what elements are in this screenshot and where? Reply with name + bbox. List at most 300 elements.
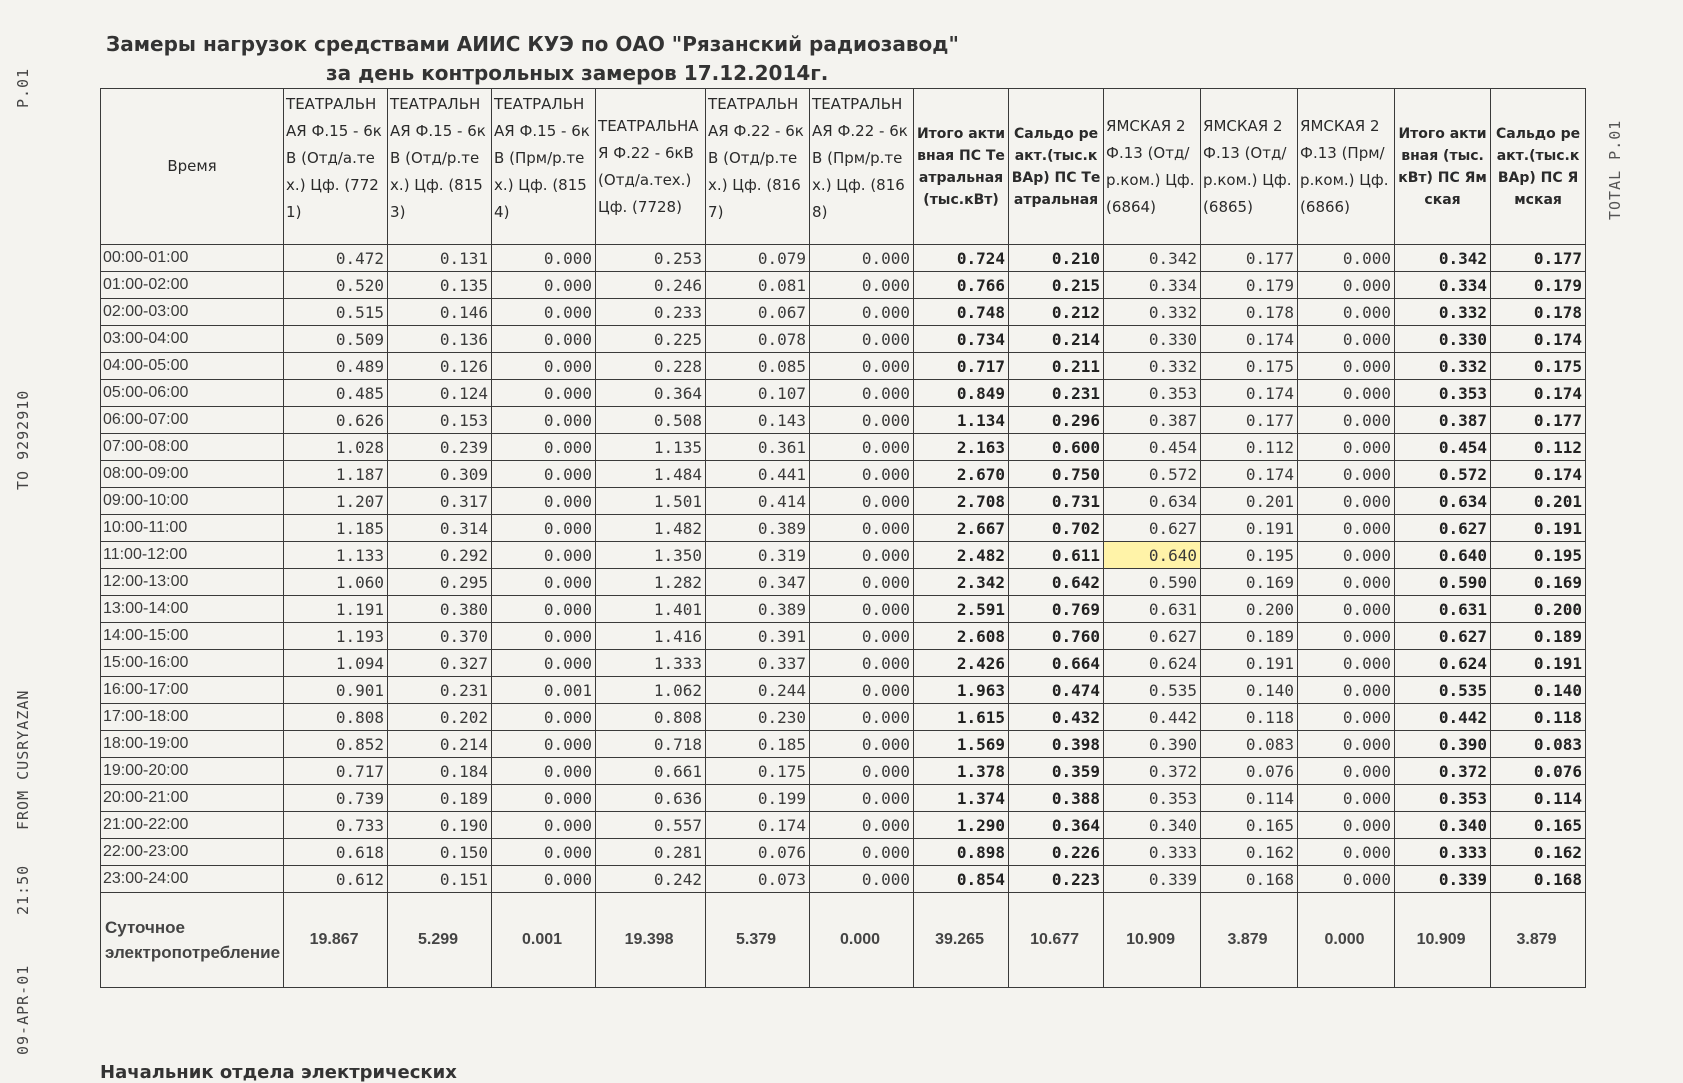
value-cell: 0.131 bbox=[388, 245, 492, 272]
value-cell: 0.000 bbox=[1298, 731, 1395, 758]
value-cell: 0.898 bbox=[914, 839, 1009, 866]
value-cell: 1.133 bbox=[284, 542, 388, 569]
time-interval-cell: 12:00-13:00 bbox=[101, 569, 284, 596]
value-cell: 0.175 bbox=[706, 758, 810, 785]
value-cell: 0.191 bbox=[1491, 515, 1586, 542]
fax-from-label: FROM CUSRYAZAN bbox=[14, 689, 32, 830]
value-cell: 0.191 bbox=[1201, 650, 1298, 677]
header-cell: Итого активная (тыс.кВт) ПС Ямская bbox=[1395, 89, 1491, 245]
value-cell: 0.000 bbox=[492, 461, 596, 488]
value-cell: 1.282 bbox=[596, 569, 706, 596]
value-cell: 0.136 bbox=[388, 326, 492, 353]
value-cell: 0.076 bbox=[1491, 758, 1586, 785]
value-cell: 0.640 bbox=[1104, 542, 1201, 569]
table-row bbox=[101, 245, 1586, 272]
value-cell: 1.185 bbox=[284, 515, 388, 542]
time-interval-cell: 19:00-20:00 bbox=[101, 758, 284, 785]
value-cell: 0.347 bbox=[706, 569, 810, 596]
value-cell: 0.000 bbox=[1298, 596, 1395, 623]
value-cell: 0.000 bbox=[492, 326, 596, 353]
time-interval-cell: 18:00-19:00 bbox=[101, 731, 284, 758]
value-cell: 0.572 bbox=[1395, 461, 1491, 488]
value-cell: 0.389 bbox=[706, 515, 810, 542]
value-cell: 0.107 bbox=[706, 380, 810, 407]
value-cell: 0.246 bbox=[596, 272, 706, 299]
value-cell: 0.627 bbox=[1104, 515, 1201, 542]
table-row bbox=[101, 299, 1586, 326]
value-cell: 1.028 bbox=[284, 434, 388, 461]
value-cell: 0.000 bbox=[492, 272, 596, 299]
fax-time: 21:50 bbox=[14, 864, 32, 915]
value-cell: 0.000 bbox=[1298, 785, 1395, 812]
value-cell: 0.228 bbox=[596, 353, 706, 380]
value-cell: 1.290 bbox=[914, 812, 1009, 839]
value-cell: 0.231 bbox=[388, 677, 492, 704]
value-cell: 1.134 bbox=[914, 407, 1009, 434]
header-cell: ТЕАТРАЛЬНАЯ Ф.15 - 6кВ (Отд/а.тех.) Цф. (7721) bbox=[284, 89, 388, 245]
value-cell: 0.339 bbox=[1395, 866, 1491, 893]
value-cell: 0.808 bbox=[284, 704, 388, 731]
value-cell: 0.200 bbox=[1491, 596, 1586, 623]
fax-to-number: TO 9292910 bbox=[14, 389, 32, 490]
value-cell: 0.631 bbox=[1104, 596, 1201, 623]
total-value-cell: 0.000 bbox=[810, 893, 914, 988]
table-row bbox=[101, 785, 1586, 812]
value-cell: 0.000 bbox=[1298, 461, 1395, 488]
value-cell: 0.179 bbox=[1491, 272, 1586, 299]
value-cell: 0.179 bbox=[1201, 272, 1298, 299]
value-cell: 0.000 bbox=[810, 542, 914, 569]
value-cell: 0.000 bbox=[1298, 515, 1395, 542]
value-cell: 0.162 bbox=[1201, 839, 1298, 866]
value-cell: 0.295 bbox=[388, 569, 492, 596]
value-cell: 0.509 bbox=[284, 326, 388, 353]
fax-page-number: P.01 bbox=[14, 67, 32, 108]
value-cell: 0.169 bbox=[1201, 569, 1298, 596]
value-cell: 0.000 bbox=[810, 704, 914, 731]
value-cell: 0.199 bbox=[706, 785, 810, 812]
value-cell: 0.750 bbox=[1009, 461, 1104, 488]
value-cell: 0.000 bbox=[1298, 299, 1395, 326]
value-cell: 0.212 bbox=[1009, 299, 1104, 326]
total-value-cell: 39.265 bbox=[914, 893, 1009, 988]
header-cell: ТЕАТРАЛЬНАЯ Ф.15 - 6кВ (Отд/р.тех.) Цф. (8153) bbox=[388, 89, 492, 245]
value-cell: 0.174 bbox=[706, 812, 810, 839]
value-cell: 1.135 bbox=[596, 434, 706, 461]
value-cell: 2.342 bbox=[914, 569, 1009, 596]
value-cell: 0.000 bbox=[492, 704, 596, 731]
value-cell: 0.190 bbox=[388, 812, 492, 839]
table-body bbox=[101, 245, 1586, 988]
value-cell: 0.640 bbox=[1395, 542, 1491, 569]
value-cell: 0.174 bbox=[1201, 326, 1298, 353]
value-cell: 0.140 bbox=[1491, 677, 1586, 704]
value-cell: 0.000 bbox=[492, 785, 596, 812]
time-interval-cell: 13:00-14:00 bbox=[101, 596, 284, 623]
value-cell: 0.330 bbox=[1395, 326, 1491, 353]
value-cell: 0.000 bbox=[492, 353, 596, 380]
value-cell: 0.342 bbox=[1104, 245, 1201, 272]
value-cell: 1.187 bbox=[284, 461, 388, 488]
table-row bbox=[101, 542, 1586, 569]
value-cell: 0.390 bbox=[1395, 731, 1491, 758]
value-cell: 0.388 bbox=[1009, 785, 1104, 812]
table-row bbox=[101, 758, 1586, 785]
value-cell: 0.337 bbox=[706, 650, 810, 677]
value-cell: 0.000 bbox=[1298, 245, 1395, 272]
value-cell: 0.332 bbox=[1395, 299, 1491, 326]
header-cell: ТЕАТРАЛЬНАЯ Ф.22 - 6кВ (Отд/р.тех.) Цф. (8167) bbox=[706, 89, 810, 245]
value-cell: 0.073 bbox=[706, 866, 810, 893]
fax-header-strip bbox=[10, 0, 50, 1080]
value-cell: 0.165 bbox=[1201, 812, 1298, 839]
value-cell: 0.631 bbox=[1395, 596, 1491, 623]
value-cell: 0.296 bbox=[1009, 407, 1104, 434]
value-cell: 0.146 bbox=[388, 299, 492, 326]
value-cell: 0.000 bbox=[810, 650, 914, 677]
table-header-row bbox=[101, 89, 1586, 245]
total-value-cell: 10.909 bbox=[1395, 893, 1491, 988]
value-cell: 1.416 bbox=[596, 623, 706, 650]
value-cell: 0.000 bbox=[492, 650, 596, 677]
value-cell: 0.000 bbox=[492, 731, 596, 758]
value-cell: 0.191 bbox=[1201, 515, 1298, 542]
total-value-cell: 0.000 bbox=[1298, 893, 1395, 988]
value-cell: 0.442 bbox=[1395, 704, 1491, 731]
table-row bbox=[101, 515, 1586, 542]
time-interval-cell: 17:00-18:00 bbox=[101, 704, 284, 731]
value-cell: 0.165 bbox=[1491, 812, 1586, 839]
value-cell: 1.333 bbox=[596, 650, 706, 677]
total-value-cell: 3.879 bbox=[1491, 893, 1586, 988]
value-cell: 0.000 bbox=[1298, 650, 1395, 677]
value-cell: 0.332 bbox=[1104, 299, 1201, 326]
table-row bbox=[101, 839, 1586, 866]
value-cell: 1.094 bbox=[284, 650, 388, 677]
value-cell: 0.000 bbox=[492, 623, 596, 650]
value-cell: 0.661 bbox=[596, 758, 706, 785]
value-cell: 0.281 bbox=[596, 839, 706, 866]
value-cell: 0.202 bbox=[388, 704, 492, 731]
value-cell: 1.401 bbox=[596, 596, 706, 623]
value-cell: 0.535 bbox=[1395, 677, 1491, 704]
table-row bbox=[101, 866, 1586, 893]
time-interval-cell: 02:00-03:00 bbox=[101, 299, 284, 326]
value-cell: 1.484 bbox=[596, 461, 706, 488]
value-cell: 0.150 bbox=[388, 839, 492, 866]
table-row bbox=[101, 434, 1586, 461]
value-cell: 0.223 bbox=[1009, 866, 1104, 893]
table-row bbox=[101, 326, 1586, 353]
value-cell: 0.387 bbox=[1395, 407, 1491, 434]
value-cell: 0.233 bbox=[596, 299, 706, 326]
value-cell: 0.432 bbox=[1009, 704, 1104, 731]
table-row bbox=[101, 461, 1586, 488]
value-cell: 0.000 bbox=[810, 839, 914, 866]
value-cell: 0.000 bbox=[1298, 623, 1395, 650]
table-row bbox=[101, 407, 1586, 434]
header-cell: ЯМСКАЯ 2 Ф.13 (Прм/р.ком.) Цф. (6866) bbox=[1298, 89, 1395, 245]
value-cell: 0.000 bbox=[810, 569, 914, 596]
table-row bbox=[101, 677, 1586, 704]
header-cell: ТЕАТРАЛЬНАЯ Ф.22 - 6кВ (Прм/р.тех.) Цф. (8168) bbox=[810, 89, 914, 245]
value-cell: 0.168 bbox=[1201, 866, 1298, 893]
value-cell: 0.200 bbox=[1201, 596, 1298, 623]
value-cell: 0.231 bbox=[1009, 380, 1104, 407]
value-cell: 0.210 bbox=[1009, 245, 1104, 272]
value-cell: 0.244 bbox=[706, 677, 810, 704]
total-value-cell: 19.398 bbox=[596, 893, 706, 988]
value-cell: 0.177 bbox=[1201, 407, 1298, 434]
table-row bbox=[101, 704, 1586, 731]
value-cell: 0.340 bbox=[1395, 812, 1491, 839]
value-cell: 0.000 bbox=[1298, 758, 1395, 785]
value-cell: 0.189 bbox=[388, 785, 492, 812]
value-cell: 0.717 bbox=[284, 758, 388, 785]
value-cell: 0.332 bbox=[1104, 353, 1201, 380]
value-cell: 0.334 bbox=[1104, 272, 1201, 299]
time-interval-cell: 21:00-22:00 bbox=[101, 812, 284, 839]
table-row bbox=[101, 569, 1586, 596]
time-interval-cell: 15:00-16:00 bbox=[101, 650, 284, 677]
value-cell: 1.482 bbox=[596, 515, 706, 542]
time-interval-cell: 05:00-06:00 bbox=[101, 380, 284, 407]
value-cell: 0.000 bbox=[810, 623, 914, 650]
time-interval-cell: 01:00-02:00 bbox=[101, 272, 284, 299]
value-cell: 0.174 bbox=[1201, 461, 1298, 488]
value-cell: 0.076 bbox=[1201, 758, 1298, 785]
value-cell: 0.808 bbox=[596, 704, 706, 731]
value-cell: 0.000 bbox=[1298, 569, 1395, 596]
value-cell: 0.169 bbox=[1491, 569, 1586, 596]
value-cell: 0.572 bbox=[1104, 461, 1201, 488]
table-row bbox=[101, 596, 1586, 623]
value-cell: 1.374 bbox=[914, 785, 1009, 812]
value-cell: 1.378 bbox=[914, 758, 1009, 785]
value-cell: 0.177 bbox=[1491, 407, 1586, 434]
value-cell: 0.175 bbox=[1201, 353, 1298, 380]
value-cell: 0.001 bbox=[492, 677, 596, 704]
value-cell: 0.626 bbox=[284, 407, 388, 434]
value-cell: 0.000 bbox=[1298, 434, 1395, 461]
value-cell: 0.189 bbox=[1201, 623, 1298, 650]
time-interval-cell: 22:00-23:00 bbox=[101, 839, 284, 866]
value-cell: 0.508 bbox=[596, 407, 706, 434]
value-cell: 0.000 bbox=[1298, 353, 1395, 380]
value-cell: 0.151 bbox=[388, 866, 492, 893]
value-cell: 0.000 bbox=[810, 596, 914, 623]
value-cell: 0.078 bbox=[706, 326, 810, 353]
value-cell: 0.000 bbox=[492, 569, 596, 596]
value-cell: 0.611 bbox=[1009, 542, 1104, 569]
time-interval-cell: 07:00-08:00 bbox=[101, 434, 284, 461]
value-cell: 0.731 bbox=[1009, 488, 1104, 515]
footer-signature-line: Начальник отдела электрических bbox=[100, 1062, 457, 1083]
value-cell: 0.292 bbox=[388, 542, 492, 569]
total-value-cell: 19.867 bbox=[284, 893, 388, 988]
value-cell: 0.627 bbox=[1395, 623, 1491, 650]
total-value-cell: 3.879 bbox=[1201, 893, 1298, 988]
total-value-cell: 10.909 bbox=[1104, 893, 1201, 988]
value-cell: 0.083 bbox=[1491, 731, 1586, 758]
value-cell: 0.000 bbox=[810, 677, 914, 704]
value-cell: 0.852 bbox=[284, 731, 388, 758]
value-cell: 0.733 bbox=[284, 812, 388, 839]
value-cell: 0.000 bbox=[1298, 677, 1395, 704]
value-cell: 1.060 bbox=[284, 569, 388, 596]
value-cell: 0.000 bbox=[810, 299, 914, 326]
value-cell: 0.398 bbox=[1009, 731, 1104, 758]
value-cell: 0.211 bbox=[1009, 353, 1104, 380]
value-cell: 0.000 bbox=[1298, 488, 1395, 515]
value-cell: 0.178 bbox=[1491, 299, 1586, 326]
total-value-cell: 5.299 bbox=[388, 893, 492, 988]
value-cell: 0.000 bbox=[492, 866, 596, 893]
value-cell: 0.389 bbox=[706, 596, 810, 623]
value-cell: 0.342 bbox=[1395, 245, 1491, 272]
value-cell: 0.000 bbox=[492, 245, 596, 272]
table-row bbox=[101, 623, 1586, 650]
document-title: Замеры нагрузок средствами АИИС КУЭ по ОАО "Рязанский радиозавод" bbox=[106, 32, 959, 56]
header-cell: Сальдо реакт.(тыс.кВАр) ПС Ямская bbox=[1491, 89, 1586, 245]
value-cell: 0.174 bbox=[1201, 380, 1298, 407]
value-cell: 2.667 bbox=[914, 515, 1009, 542]
value-cell: 0.472 bbox=[284, 245, 388, 272]
value-cell: 0.739 bbox=[284, 785, 388, 812]
value-cell: 0.000 bbox=[810, 272, 914, 299]
document-subtitle: за день контрольных замеров 17.12.2014г. bbox=[326, 61, 829, 85]
value-cell: 0.118 bbox=[1491, 704, 1586, 731]
time-interval-cell: 10:00-11:00 bbox=[101, 515, 284, 542]
value-cell: 0.309 bbox=[388, 461, 492, 488]
value-cell: 0.000 bbox=[492, 299, 596, 326]
table-row bbox=[101, 812, 1586, 839]
value-cell: 0.634 bbox=[1104, 488, 1201, 515]
value-cell: 0.076 bbox=[706, 839, 810, 866]
time-interval-cell: 03:00-04:00 bbox=[101, 326, 284, 353]
value-cell: 0.000 bbox=[1298, 380, 1395, 407]
value-cell: 0.118 bbox=[1201, 704, 1298, 731]
value-cell: 0.717 bbox=[914, 353, 1009, 380]
value-cell: 0.191 bbox=[1491, 650, 1586, 677]
value-cell: 0.000 bbox=[810, 731, 914, 758]
value-cell: 0.664 bbox=[1009, 650, 1104, 677]
time-interval-cell: 20:00-21:00 bbox=[101, 785, 284, 812]
value-cell: 0.112 bbox=[1491, 434, 1586, 461]
time-interval-cell: 16:00-17:00 bbox=[101, 677, 284, 704]
value-cell: 0.000 bbox=[492, 542, 596, 569]
value-cell: 0.314 bbox=[388, 515, 492, 542]
value-cell: 0.184 bbox=[388, 758, 492, 785]
value-cell: 0.330 bbox=[1104, 326, 1201, 353]
value-cell: 0.253 bbox=[596, 245, 706, 272]
time-interval-cell: 14:00-15:00 bbox=[101, 623, 284, 650]
value-cell: 0.000 bbox=[492, 812, 596, 839]
total-value-cell: 0.001 bbox=[492, 893, 596, 988]
value-cell: 0.353 bbox=[1395, 785, 1491, 812]
value-cell: 0.364 bbox=[596, 380, 706, 407]
value-cell: 0.201 bbox=[1491, 488, 1586, 515]
value-cell: 2.482 bbox=[914, 542, 1009, 569]
value-cell: 0.387 bbox=[1104, 407, 1201, 434]
value-cell: 0.361 bbox=[706, 434, 810, 461]
value-cell: 0.000 bbox=[492, 839, 596, 866]
value-cell: 0.214 bbox=[1009, 326, 1104, 353]
total-value-cell: 10.677 bbox=[1009, 893, 1104, 988]
value-cell: 0.067 bbox=[706, 299, 810, 326]
value-cell: 0.185 bbox=[706, 731, 810, 758]
measurement-table bbox=[100, 88, 1586, 988]
value-cell: 0.174 bbox=[1491, 461, 1586, 488]
value-cell: 0.000 bbox=[492, 758, 596, 785]
value-cell: 0.126 bbox=[388, 353, 492, 380]
value-cell: 0.000 bbox=[810, 407, 914, 434]
value-cell: 2.608 bbox=[914, 623, 1009, 650]
value-cell: 0.083 bbox=[1201, 731, 1298, 758]
value-cell: 1.207 bbox=[284, 488, 388, 515]
value-cell: 0.340 bbox=[1104, 812, 1201, 839]
value-cell: 1.615 bbox=[914, 704, 1009, 731]
value-cell: 0.901 bbox=[284, 677, 388, 704]
value-cell: 0.760 bbox=[1009, 623, 1104, 650]
value-cell: 0.627 bbox=[1104, 623, 1201, 650]
value-cell: 0.454 bbox=[1104, 434, 1201, 461]
value-cell: 0.140 bbox=[1201, 677, 1298, 704]
header-cell: ЯМСКАЯ 2 Ф.13 (Отд/р.ком.) Цф. (6864) bbox=[1104, 89, 1201, 245]
header-cell: Итого активная ПС Театральная (тыс.кВт) bbox=[914, 89, 1009, 245]
value-cell: 2.591 bbox=[914, 596, 1009, 623]
value-cell: 0.000 bbox=[810, 488, 914, 515]
fax-date: 09-APR-01 bbox=[14, 964, 32, 1055]
value-cell: 0.225 bbox=[596, 326, 706, 353]
value-cell: 0.114 bbox=[1201, 785, 1298, 812]
value-cell: 0.612 bbox=[284, 866, 388, 893]
value-cell: 0.000 bbox=[1298, 407, 1395, 434]
value-cell: 0.000 bbox=[1298, 812, 1395, 839]
value-cell: 0.153 bbox=[388, 407, 492, 434]
value-cell: 0.441 bbox=[706, 461, 810, 488]
value-cell: 0.178 bbox=[1201, 299, 1298, 326]
value-cell: 0.000 bbox=[1298, 704, 1395, 731]
value-cell: 0.380 bbox=[388, 596, 492, 623]
value-cell: 0.124 bbox=[388, 380, 492, 407]
value-cell: 0.515 bbox=[284, 299, 388, 326]
value-cell: 0.000 bbox=[810, 515, 914, 542]
value-cell: 0.079 bbox=[706, 245, 810, 272]
value-cell: 0.215 bbox=[1009, 272, 1104, 299]
value-cell: 0.624 bbox=[1395, 650, 1491, 677]
value-cell: 0.175 bbox=[1491, 353, 1586, 380]
value-cell: 0.000 bbox=[1298, 326, 1395, 353]
value-cell: 0.353 bbox=[1104, 380, 1201, 407]
value-cell: 0.000 bbox=[810, 758, 914, 785]
value-cell: 0.085 bbox=[706, 353, 810, 380]
value-cell: 0.000 bbox=[1298, 542, 1395, 569]
value-cell: 0.769 bbox=[1009, 596, 1104, 623]
value-cell: 0.520 bbox=[284, 272, 388, 299]
value-cell: 1.501 bbox=[596, 488, 706, 515]
value-cell: 0.177 bbox=[1491, 245, 1586, 272]
header-cell: ТЕАТРАЛЬНАЯ Ф.22 - 6кВ (Отд/а.тех.) Цф. (7728) bbox=[596, 89, 706, 245]
value-cell: 0.702 bbox=[1009, 515, 1104, 542]
total-value-cell: 5.379 bbox=[706, 893, 810, 988]
value-cell: 0.226 bbox=[1009, 839, 1104, 866]
value-cell: 0.334 bbox=[1395, 272, 1491, 299]
value-cell: 0.353 bbox=[1104, 785, 1201, 812]
time-interval-cell: 00:00-01:00 bbox=[101, 245, 284, 272]
value-cell: 0.000 bbox=[492, 488, 596, 515]
value-cell: 2.670 bbox=[914, 461, 1009, 488]
